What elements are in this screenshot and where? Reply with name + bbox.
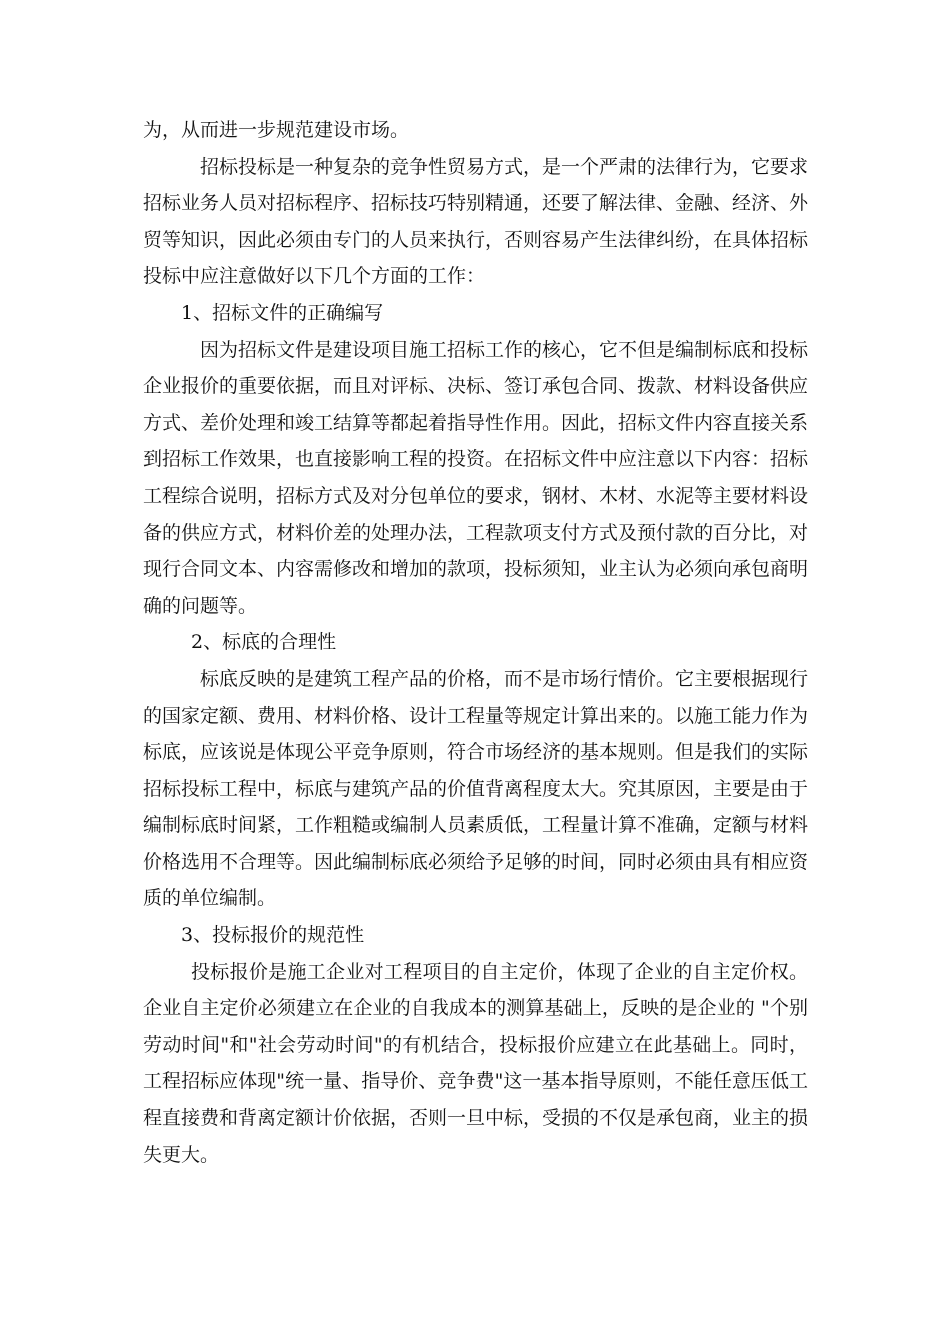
text-line: 的国家定额、费用、材料价格、设计工程量等规定计算出来的。以施工能力作为: [143, 704, 809, 727]
text-line: 企业报价的重要依据，而且对评标、决标、签订承包合同、拨款、材料设备供应: [143, 375, 809, 398]
text-line: 标底反映的是建筑工程产品的价格，而不是市场行情价。它主要根据现行: [200, 667, 809, 690]
text-line: 招标投标是一种复杂的竞争性贸易方式，是一个严肃的法律行为，它要求: [200, 155, 809, 178]
text-line: 企业自主定价必须建立在企业的自我成本的测算基础上，反映的是企业的 "个别: [143, 997, 808, 1020]
text-line: 到招标工作效果，也直接影响工程的投资。在招标文件中应注意以下内容：招标: [143, 448, 809, 471]
text-line: 确的问题等。: [143, 594, 258, 617]
text-line: 工程招标应体现"统一量、指导价、竞争费"这一基本指导原则，不能任意压低工: [143, 1070, 808, 1093]
text-line: 投标报价是施工企业对工程项目的自主定价，体现了企业的自主定价权。: [191, 960, 808, 983]
text-line: 投标中应注意做好以下几个方面的工作：: [143, 265, 486, 288]
document-page: [143, 112, 808, 1173]
text-line: 编制标底时间紧，工作粗糙或编制人员素质低，工程量计算不准确，定额与材料: [143, 814, 809, 837]
text-line: 劳动时间"和"社会劳动时间"的有机结合，投标报价应建立在此基础上。同时，: [143, 1033, 808, 1056]
text-line: 标底，应该说是体现公平竞争原则，符合市场经济的基本规则。但是我们的实际: [143, 741, 809, 764]
text-line: 工程综合说明，招标方式及对分包单位的要求，钢材、木材、水泥等主要材料设: [143, 484, 809, 507]
text-line: 方式、差价处理和竣工结算等都起着指导性作用。因此，招标文件内容直接关系: [143, 411, 809, 434]
text-line: 现行合同文本、内容需修改和增加的款项，投标须知，业主认为必须向承包商明: [143, 558, 809, 581]
text-line: 质的单位编制。: [143, 887, 277, 910]
text-line: 备的供应方式，材料价差的处理办法，工程款项支付方式及预付款的百分比，对: [143, 521, 809, 544]
text-line: 2、标底的合理性: [191, 631, 337, 654]
text-line: 1、招标文件的正确编写: [181, 301, 384, 324]
text-line: 贸等知识，因此必须由专门的人员来执行，否则容易产生法律纠纷，在具体招标: [143, 228, 809, 251]
text-line: 价格选用不合理等。因此编制标底必须给予足够的时间，同时必须由具有相应资: [143, 850, 809, 873]
text-line: 程直接费和背离定额计价依据，否则一旦中标，受损的不仅是承包商，业主的损: [143, 1107, 809, 1130]
text-line: 招标投标工程中，标底与建筑产品的价值背离程度太大。究其原因，主要是由于: [143, 777, 809, 800]
text-line: 失更大。: [143, 1143, 220, 1166]
text-line: 因为招标文件是建设项目施工招标工作的核心，它不但是编制标底和投标: [200, 338, 809, 361]
text-line: 为，从而进一步规范建设市场。: [143, 119, 410, 141]
text-line: 招标业务人员对招标程序、招标技巧特别精通，还要了解法律、金融、经济、外: [143, 192, 809, 215]
text-line: 3、投标报价的规范性: [181, 924, 365, 947]
